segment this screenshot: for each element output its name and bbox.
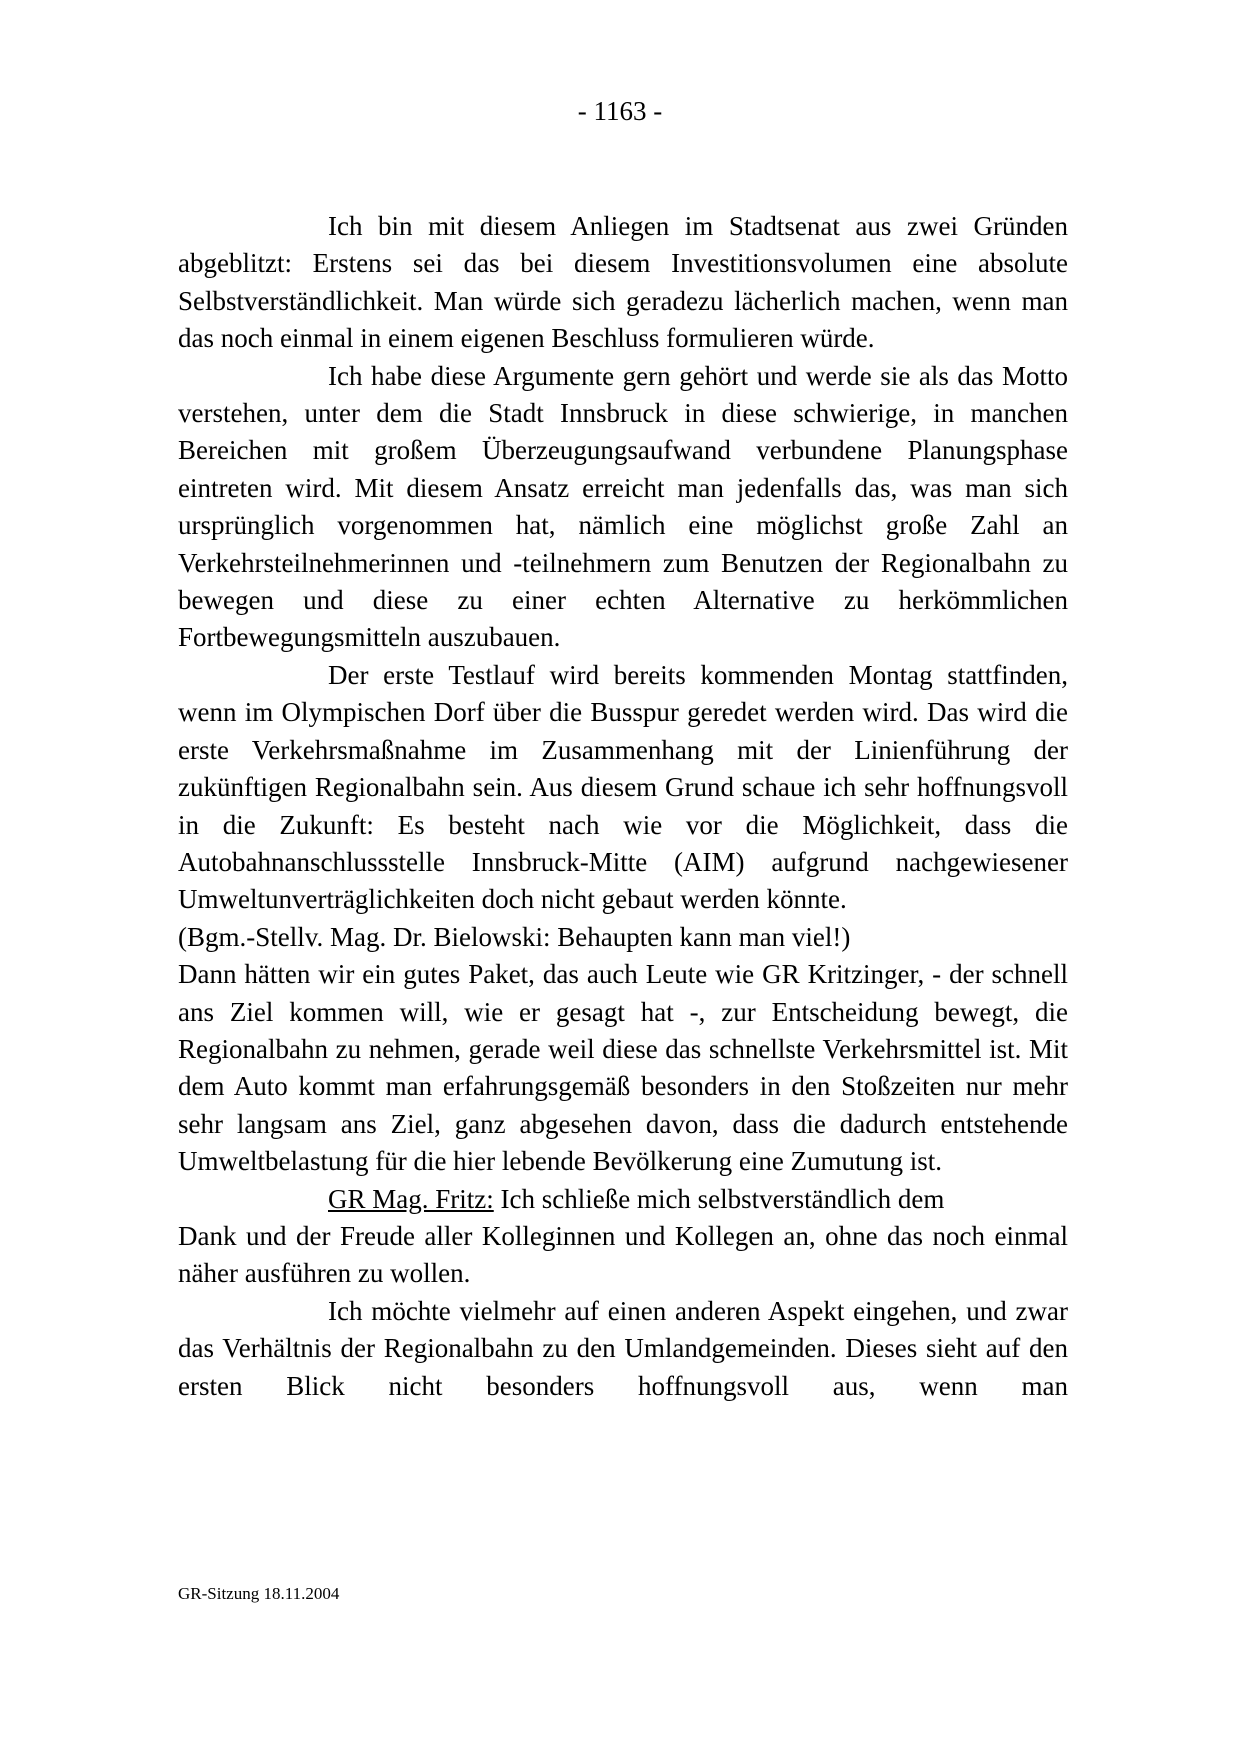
footer-session-label: GR-Sitzung 18.11.2004 (178, 1584, 340, 1603)
speaker-intro-line (178, 1181, 1068, 1218)
speaker-name: GR Mag. Fritz: (328, 1183, 494, 1214)
paragraph-6: Ich möchte vielmehr auf einen anderen Aspekt eingehen, und zwar das Verhältnis der Regionalbahn zu den Umlandgemeinden. Dieses sieht auf den ersten Blick nicht besonders hoffnungsvoll aus, wenn man (178, 1295, 1068, 1401)
body-text (178, 208, 1068, 1405)
speaker-intro-text: Ich schließe mich selbstverständlich dem (493, 1183, 945, 1214)
interjection: (Bgm.-Stellv. Mag. Dr. Bielowski: Behaupten kann man viel!) (178, 921, 851, 952)
paragraph-1: Ich bin mit diesem Anliegen im Stadtsenat aus zwei Gründen abgeblitzt: Erstens sei das bei diesem Investitionsvolumen eine absolute Selbstverständlichkeit. Man würde sich geradezu lächerlich machen, wenn man das noch einmal in einem eigenen Beschluss formulieren würde. (178, 211, 1068, 354)
paragraph-3: Der erste Testlauf wird bereits kommenden Montag stattfinden, wenn im Olympischen Dorf über die Busspur geredet werden wird. Das wird die erste Verkehrsmaßnahme im Zusammenhang mit der Linienführung der zukünftigen Regionalbahn sein. Aus diesem Grund schaue ich sehr hoffnungsvoll in die Zukunft: Es besteht nach wie vor die Möglichkeit, dass die Autobahnanschlussstelle Innsbruck-Mitte (AIM) aufgrund nachgewiesener Umweltunverträglichkeiten doch nicht gebaut werden könnte. (178, 659, 1068, 915)
page-number: - 1163 - (577, 96, 663, 126)
paragraph-5: Dank und der Freude aller Kolleginnen und Kollegen an, ohne das noch einmal näher ausführen zu wollen. (178, 1220, 1068, 1289)
paragraph-2: Ich habe diese Argumente gern gehört und werde sie als das Motto verstehen, unter dem die Stadt Innsbruck in diese schwierige, in manchen Bereichen mit großem Überzeugungsaufwand verbundene Planungsphase eintreten wird. Mit diesem Ansatz erreicht man jedenfalls das, was man sich ursprünglich vorgenommen hat, nämlich eine möglichst große Zahl an Verkehrsteilnehmerinnen und -teilnehmern zum Benutzen der Regionalbahn zu bewegen und diese zu einer echten Alternative zu herkömmlichen Fortbewegungsmitteln auszubauen. (178, 360, 1068, 653)
paragraph-4: Dann hätten wir ein gutes Paket, das auch Leute wie GR Kritzinger, - der schnell ans Ziel kommen will, wie er gesagt hat -, zur Entscheidung bewegt, die Regionalbahn zu nehmen, gerade weil diese das schnellste Verkehrsmittel ist. Mit dem Auto kommt man erfahrungsgemäß besonders in den Stoßzeiten nur mehr sehr langsam ans Ziel, ganz abgesehen davon, dass die dadurch entstehende Umweltbelastung für die hier lebende Bevölkerung eine Zumutung ist. (178, 959, 1068, 1177)
